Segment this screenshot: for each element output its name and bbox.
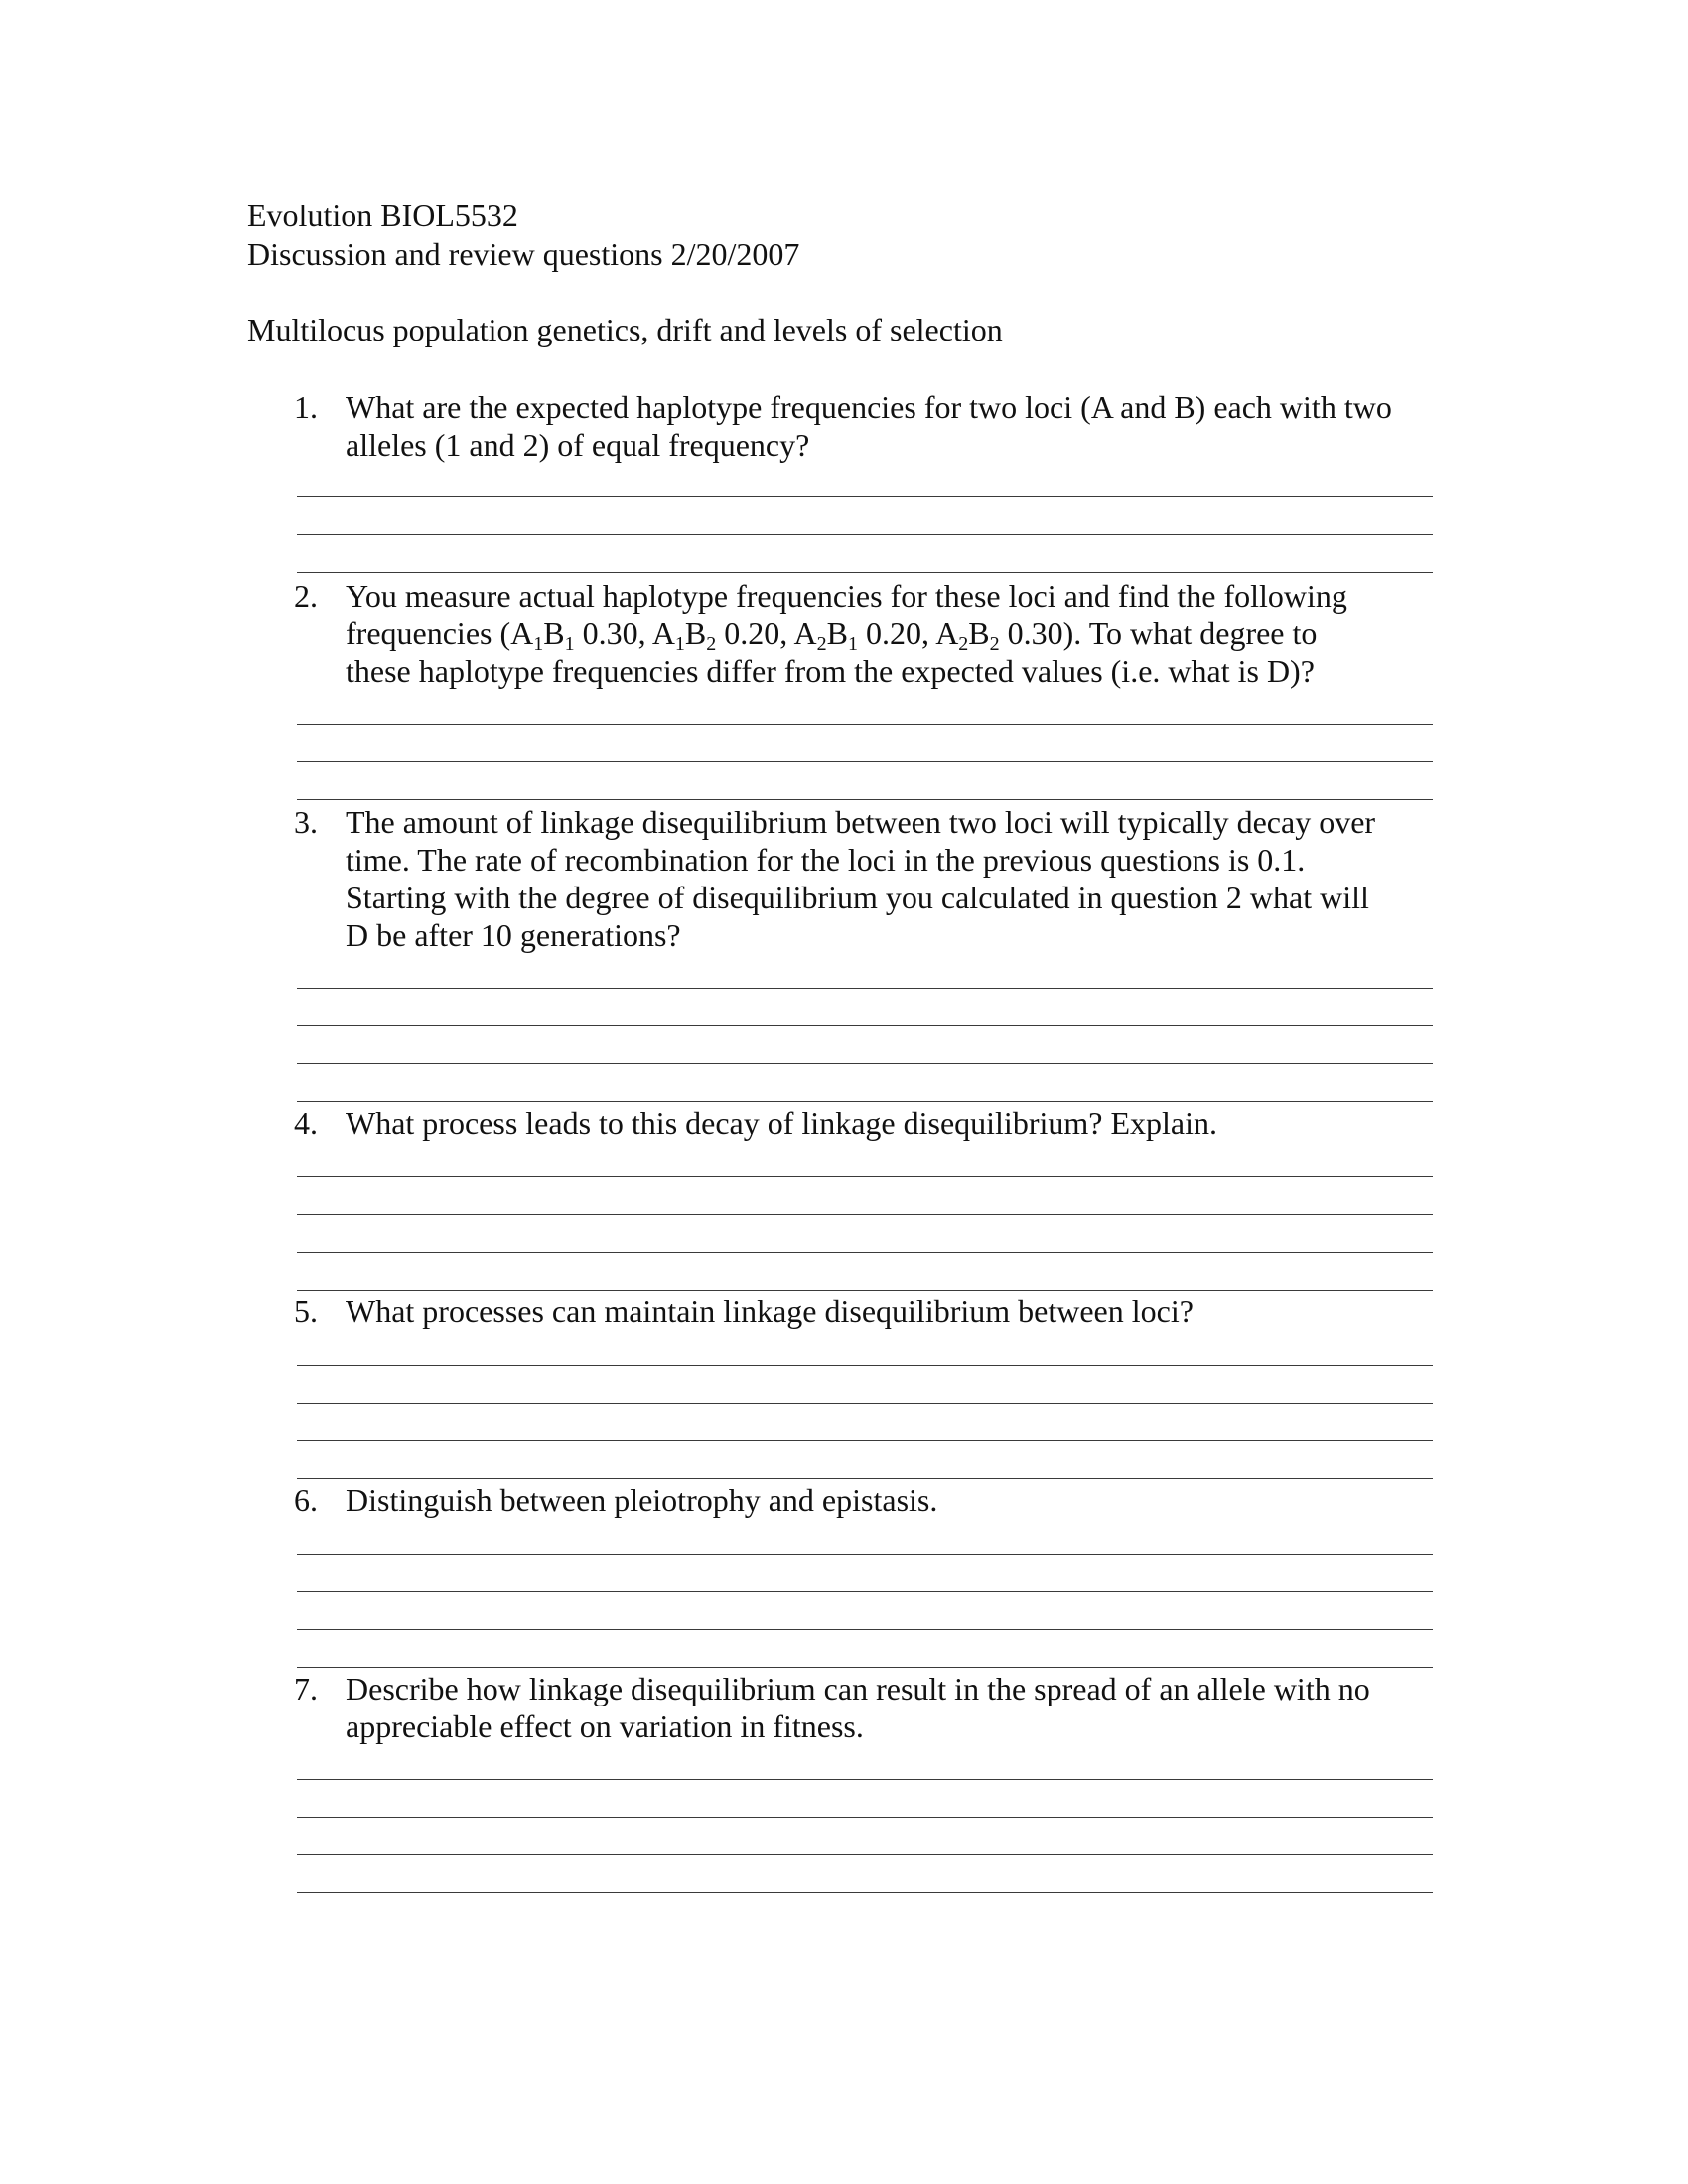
question-text-line: alleles (1 and 2) of equal frequency? <box>346 427 810 463</box>
answer-line[interactable] <box>297 1403 1433 1404</box>
answer-line[interactable] <box>297 1214 1433 1215</box>
question-text-line: D be after 10 generations? <box>346 917 681 953</box>
question-text-line: Distinguish between pleiotrophy and epistasis. <box>346 1482 938 1518</box>
answer-line[interactable] <box>297 1892 1433 1893</box>
topic-heading: Multilocus population genetics, drift and levels of selection <box>247 312 1003 347</box>
question-1 <box>294 388 1436 464</box>
answer-line[interactable] <box>297 1591 1433 1592</box>
answer-line[interactable] <box>297 1440 1433 1441</box>
answer-line[interactable] <box>297 1478 1433 1479</box>
course-title: Evolution BIOL5532 <box>247 198 518 233</box>
answer-line[interactable] <box>297 1365 1433 1366</box>
question-4 <box>294 1104 1436 1142</box>
question-text-line: What are the expected haplotype frequencies for two loci (A and B) each with two <box>346 389 1392 425</box>
question-text-line: The amount of linkage disequilibrium between two loci will typically decay over <box>346 804 1376 840</box>
question-text-line: What process leads to this decay of linkage disequilibrium? Explain. <box>346 1105 1217 1141</box>
answer-line[interactable] <box>297 1779 1433 1780</box>
question-number: 1. <box>294 389 318 425</box>
question-5 <box>294 1293 1436 1330</box>
question-3 <box>294 803 1436 954</box>
header <box>247 197 799 274</box>
question-2 <box>294 577 1436 690</box>
question-text-line: time. The rate of recombination for the loci in the previous questions is 0.1. <box>346 842 1306 878</box>
question-text-line: You measure actual haplotype frequencies for these loci and find the following <box>346 578 1347 614</box>
answer-line[interactable] <box>297 496 1433 497</box>
question-text-line: What processes can maintain linkage disequilibrium between loci? <box>346 1294 1194 1329</box>
question-6 <box>294 1481 1436 1519</box>
question-number: 7. <box>294 1671 318 1706</box>
question-number: 2. <box>294 578 318 614</box>
answer-line[interactable] <box>297 1554 1433 1555</box>
answer-line[interactable] <box>297 572 1433 573</box>
answer-line[interactable] <box>297 1025 1433 1026</box>
question-text-line: appreciable effect on variation in fitness. <box>346 1708 864 1744</box>
answer-line[interactable] <box>297 1629 1433 1630</box>
answer-line[interactable] <box>297 1667 1433 1668</box>
answer-line[interactable] <box>297 1063 1433 1064</box>
answer-line[interactable] <box>297 1290 1433 1291</box>
question-number: 3. <box>294 804 318 840</box>
answer-line[interactable] <box>297 761 1433 762</box>
question-text-line: Starting with the degree of disequilibrium you calculated in question 2 what will <box>346 880 1369 915</box>
question-number: 5. <box>294 1294 318 1329</box>
worksheet-subtitle: Discussion and review questions 2/20/2007 <box>247 236 800 272</box>
answer-line[interactable] <box>297 724 1433 725</box>
answer-line[interactable] <box>297 988 1433 989</box>
answer-line[interactable] <box>297 534 1433 535</box>
question-7 <box>294 1670 1436 1745</box>
question-text-line: these haplotype frequencies differ from the expected values (i.e. what is D)? <box>346 653 1315 689</box>
question-number: 6. <box>294 1482 318 1518</box>
answer-line[interactable] <box>297 1817 1433 1818</box>
answer-line[interactable] <box>297 1176 1433 1177</box>
answer-line[interactable] <box>297 1854 1433 1855</box>
question-text-line: Describe how linkage disequilibrium can result in the spread of an allele with no <box>346 1671 1370 1706</box>
answer-line[interactable] <box>297 799 1433 800</box>
answer-line[interactable] <box>297 1252 1433 1253</box>
question-number: 4. <box>294 1105 318 1141</box>
answer-line[interactable] <box>297 1101 1433 1102</box>
question-text-line-frequencies: frequencies ($A_1B_1$ 0.30, $A_1B_2$ 0.20, $A_2B_1$ 0.20, $A_2B_2$ 0.30). To what degree to <box>346 615 1318 655</box>
